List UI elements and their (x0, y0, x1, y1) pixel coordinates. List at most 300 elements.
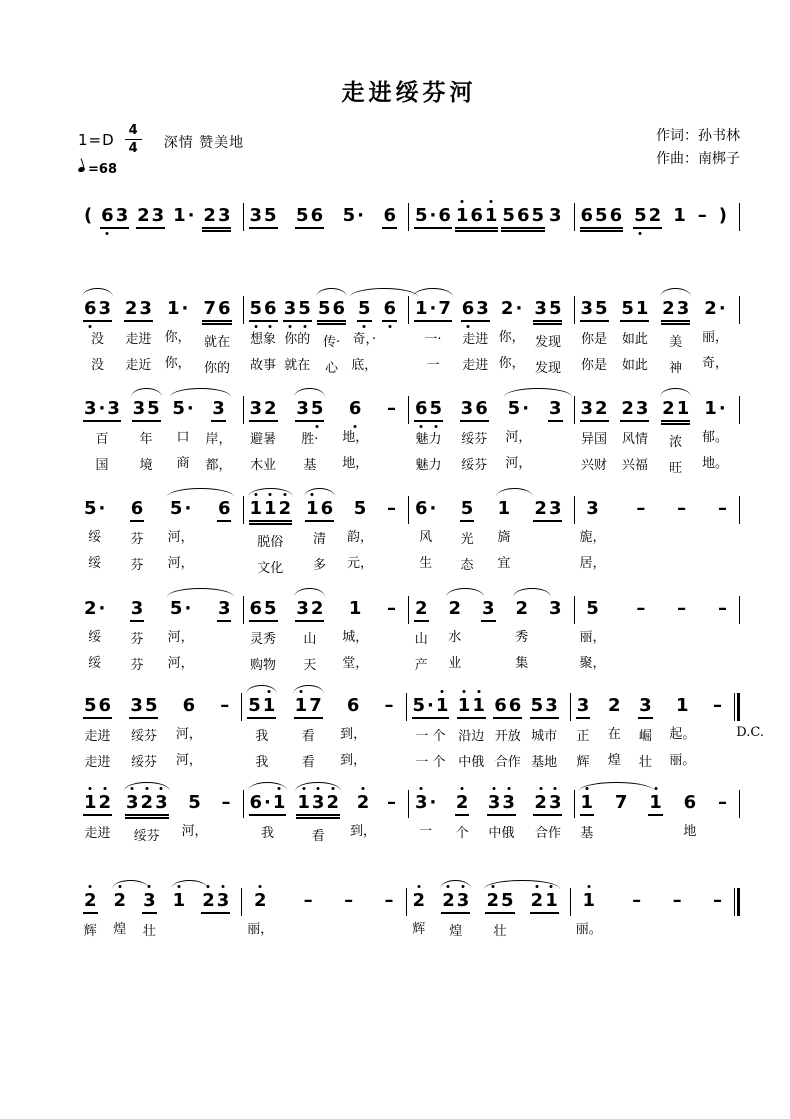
note-token (342, 396, 368, 474)
note-digit: 5 (429, 398, 444, 420)
lyric-line-2: 业 (448, 656, 462, 671)
note-digit: 3 (151, 205, 165, 226)
dash-extension: – (386, 792, 396, 813)
note-token (481, 596, 496, 674)
note-token (497, 496, 512, 574)
slur-arc (413, 288, 453, 297)
lyric-line-1: 壮 (493, 924, 507, 939)
note-digits (296, 790, 340, 819)
note-digits (697, 203, 708, 227)
note-token (342, 596, 368, 674)
note-digits (386, 596, 397, 620)
barline (739, 790, 740, 818)
note-digits (548, 596, 563, 620)
system-row (78, 874, 740, 940)
measure (575, 582, 740, 672)
note-digits (249, 496, 293, 525)
barline (739, 396, 740, 424)
note-digit: 5 (353, 498, 367, 519)
note-digit: 7 (203, 298, 216, 319)
lyric-line-2: 河， (167, 656, 194, 671)
octave-dot-high (535, 885, 538, 888)
lyric-line-2: 心 (325, 361, 339, 376)
note-digits (638, 693, 653, 719)
note-digit: 2 (515, 598, 528, 619)
note-token (505, 396, 531, 474)
note-token (530, 888, 559, 940)
note-digits (130, 496, 145, 522)
note-token (683, 790, 698, 842)
octave-dot-low (639, 232, 642, 235)
note-token (461, 296, 490, 377)
score-header (78, 123, 740, 179)
note-digits (247, 693, 276, 719)
note-digit: 6 (683, 792, 697, 813)
note-digits (113, 888, 128, 912)
lyric-line-1: 河， (181, 824, 208, 839)
note-digit: 3 (548, 792, 563, 814)
note-digit: 5 (460, 498, 474, 519)
lyricist-credit: 作词：孙书林 (656, 128, 740, 144)
note-digit: 5 (249, 298, 264, 320)
lyric-line-1: 灵秀 (250, 632, 277, 647)
note-digit: 6 (98, 695, 112, 716)
note-token (661, 396, 690, 477)
note-digit: 1 (249, 498, 264, 520)
note-digit: 1 (263, 498, 278, 520)
note-digits (353, 496, 368, 520)
barline (739, 203, 740, 231)
note-digit: 1 (648, 792, 663, 814)
note-token (382, 296, 397, 377)
lyric-line-1: 在 (607, 727, 621, 742)
note-token (217, 596, 232, 674)
lyric-line-1: 走进 (84, 729, 111, 744)
dot-augmentation: · (718, 298, 726, 319)
note-token (217, 496, 232, 574)
note-digit: 3 (548, 598, 562, 619)
note-token (533, 790, 562, 842)
note-token (501, 203, 545, 232)
measure (575, 776, 740, 842)
note-token (717, 496, 728, 572)
note-token (414, 596, 429, 674)
note-digits (620, 396, 649, 422)
measure (78, 482, 243, 574)
dot-augmentation: · (98, 598, 106, 619)
lyric-line-2: 走进 (84, 755, 111, 770)
note-digit: 3 (249, 205, 263, 226)
slur-arc (304, 488, 335, 497)
lyric-line-2: 辉 (576, 755, 590, 770)
lyric-line-1: 绥芬 (130, 729, 157, 744)
note-digit: 6 (217, 498, 231, 519)
final-barline-thin (734, 693, 735, 721)
note-token (350, 790, 376, 845)
note-digit: 3 (283, 298, 298, 320)
note-digit: 6 (609, 205, 623, 226)
note-token (580, 790, 595, 842)
octave-dot-high (461, 200, 464, 203)
note-token (580, 496, 606, 572)
note-token (676, 596, 687, 672)
lyric-line-1: 河， (167, 530, 194, 545)
note-digits (249, 396, 278, 422)
system-row (78, 189, 740, 232)
lyric-line-2: 兴福 (621, 458, 648, 473)
lyric-line-2: 发现 (534, 361, 561, 376)
note-digit: 3 (217, 205, 231, 226)
lyric-line-2: 基地 (531, 755, 558, 770)
lyric-line-1: 一 (419, 824, 433, 839)
octave-dot-high (317, 787, 320, 790)
note-digits (580, 203, 624, 232)
notation-systems (78, 189, 764, 940)
note-token (83, 203, 93, 232)
dash-extension: – (386, 498, 396, 519)
note-digits (455, 203, 499, 232)
note-digit: 1 (457, 695, 472, 717)
note-digit: 2 (704, 298, 717, 319)
note-digit: 6 (182, 695, 196, 716)
note-digits (718, 203, 728, 227)
key-signature: 1=D (78, 130, 115, 149)
measure (409, 382, 574, 474)
measure (244, 282, 409, 377)
lyric-line-1: 芬 (130, 532, 144, 547)
note-digits (683, 790, 698, 814)
note-token (414, 296, 452, 377)
lyric-line-1: 奇，· (352, 332, 377, 347)
note-digit: 6 (217, 298, 231, 319)
note-digit: 1 (455, 205, 470, 227)
note-digits (507, 396, 530, 420)
note-token (460, 396, 489, 474)
lyric-line-1: 风 (419, 530, 433, 545)
note-digit: 5 (633, 205, 648, 227)
lyric-line-1: 一· (424, 332, 442, 347)
lyric-line-1: 胜· (301, 432, 319, 447)
note-digit: 6 (383, 205, 396, 226)
lyric-line-2: 绥芬 (461, 458, 488, 473)
note-token (533, 296, 562, 377)
lyric-line-2: 就在 (284, 358, 311, 373)
octave-dot-high (461, 787, 464, 790)
note-digit: 2 (455, 792, 470, 814)
note-token (83, 790, 112, 845)
lyric-line-1: 脱俗 (257, 535, 284, 550)
lyric-line-1: 城， (342, 630, 369, 645)
note-digit: 2 (533, 792, 548, 814)
lyric-line-1: 如此 (621, 332, 648, 347)
note-digit: 5 (507, 398, 521, 419)
note-digits (712, 888, 723, 912)
song-title: 走进绥芬河 (341, 79, 477, 106)
measure (244, 482, 409, 577)
note-token (386, 596, 397, 674)
note-digit: 6 (320, 498, 334, 519)
lyric-line-2: 绥芬 (130, 755, 157, 770)
note-digit: 3 (580, 298, 594, 319)
note-digit: 1 (471, 695, 486, 717)
note-digit: 6 (100, 205, 115, 227)
note-digits (83, 396, 121, 422)
note-token (347, 496, 373, 577)
octave-dot-high (585, 787, 588, 790)
lyric-line-2: 文化 (257, 561, 284, 576)
note-digit: 3 (487, 792, 502, 814)
note-digits (648, 790, 663, 816)
lyric-line-2: 兴财 (581, 458, 608, 473)
note-digits (220, 790, 231, 814)
system-row (78, 282, 740, 377)
measure (571, 679, 734, 771)
note-digit: 3 (456, 890, 471, 912)
lyric-line-2: 集 (515, 656, 529, 671)
note-digit: 1 (173, 205, 186, 226)
lyric-line-2: 壮 (638, 755, 652, 770)
lyric-line-1: 郁。 (701, 430, 728, 445)
note-digit: 3 (139, 298, 152, 319)
lyric-line-2: 堂， (342, 656, 369, 671)
barline (739, 596, 740, 624)
note-digit: 5 (172, 398, 185, 419)
note-digit: 6 (414, 398, 429, 420)
octave-dot-high (447, 885, 450, 888)
octave-dot-high (145, 787, 148, 790)
note-token (296, 790, 340, 845)
note-digit: 2 (500, 298, 514, 319)
lyric-line-1: 到， (349, 824, 376, 839)
note-digits (481, 596, 496, 622)
note-digits (283, 296, 312, 322)
dot-augmentation: · (429, 498, 437, 519)
measure (78, 874, 241, 940)
note-token (202, 203, 231, 232)
note-digit: 1 (166, 298, 180, 319)
note-digit: ) (718, 205, 727, 226)
note-token (607, 693, 622, 771)
note-digits (346, 693, 361, 717)
note-digit: 1 (581, 890, 596, 912)
note-digit: 6 (470, 205, 483, 226)
note-digit: 3 (481, 598, 495, 619)
note-digit: 6 (516, 205, 530, 226)
octave-dot-high (477, 690, 480, 693)
octave-dot-high (299, 690, 302, 693)
measure (407, 874, 570, 940)
lyric-line-1: 丽， (579, 630, 606, 645)
lyric-line-2: 产 (414, 658, 428, 673)
note-digit: 2 (534, 498, 547, 519)
octave-dot-low (303, 325, 306, 328)
note-digits (631, 888, 642, 912)
note-digit: 5 (264, 205, 277, 226)
lyric-line-1: 传· (322, 335, 341, 350)
final-barline-thin (734, 888, 735, 916)
note-digit: 3 (130, 598, 144, 619)
note-digits (357, 296, 372, 322)
note-token (171, 396, 194, 474)
note-digit: 3 (676, 298, 690, 319)
note-digit: 6 (249, 598, 263, 619)
slur-arc (246, 685, 277, 694)
note-digit: 1 (497, 498, 511, 519)
note-digits (83, 693, 112, 719)
dash-extension: – (220, 695, 230, 716)
note-digit: 5 (595, 298, 608, 319)
lyric-line-1: 辉 (83, 924, 97, 939)
note-digit: 5 (595, 205, 608, 226)
note-digit: 2 (124, 298, 138, 319)
note-digits (202, 296, 231, 325)
note-digit: 5 (318, 298, 331, 319)
note-digits (457, 693, 486, 719)
note-digits (386, 496, 397, 520)
note-digits (548, 396, 563, 422)
note-digit: 2 (648, 205, 662, 226)
note-digit: 3 (212, 398, 225, 419)
lyric-line-1: 你， (164, 330, 191, 345)
note-token (100, 203, 129, 232)
note-digits (83, 790, 112, 816)
note-digits (635, 496, 646, 520)
note-digits (530, 693, 559, 719)
dash-extension: – (672, 890, 682, 911)
note-token (702, 396, 728, 477)
lyric-line-1: 你是 (581, 332, 608, 347)
note-digit: 3 (107, 398, 120, 419)
note-digit: 6 (580, 205, 594, 226)
note-digits (585, 596, 600, 620)
lyric-line-1: 清 (313, 532, 327, 547)
note-token (249, 296, 278, 377)
lyric-line-1: 丽。 (575, 922, 602, 937)
note-digits (461, 296, 490, 322)
dash-extension: – (386, 598, 396, 619)
note-digits (576, 693, 591, 719)
octave-dot-low (289, 325, 292, 328)
note-token (672, 888, 683, 938)
note-digits (548, 203, 563, 227)
note-digit: 1 (262, 695, 277, 717)
lyric-line-1: 丽， (701, 330, 728, 345)
note-token (414, 496, 437, 574)
note-digit: 3 (98, 298, 112, 319)
note-digits (447, 596, 462, 620)
note-digit: 3 (296, 598, 309, 619)
lyric-line-2: 生 (419, 556, 433, 571)
dot-augmentation: · (187, 205, 195, 226)
note-digit: 6 (346, 695, 360, 716)
measure (575, 282, 740, 377)
measure (78, 189, 243, 232)
dot-augmentation: · (181, 298, 189, 319)
note-token (661, 296, 690, 377)
lyric-line-1: 开放 (494, 729, 521, 744)
note-digits (635, 596, 646, 620)
note-token (548, 596, 563, 674)
note-token (247, 888, 273, 938)
measure (409, 582, 574, 674)
note-digit: 2 (84, 598, 97, 619)
octave-dot-low (420, 425, 423, 428)
dot-augmentation: · (184, 598, 192, 619)
lyric-line-1: 年 (139, 432, 153, 447)
note-digits (614, 790, 629, 814)
lyric-line-2: 你是 (581, 358, 608, 373)
slur-arc (131, 388, 162, 397)
lyric-line-1: 韵， (347, 530, 374, 545)
barline (739, 496, 740, 524)
octave-dot-low (89, 325, 92, 328)
lyric-line-1: 绥芬 (133, 829, 160, 844)
note-digit: 2 (530, 890, 545, 912)
lyric-line-2: 基 (303, 458, 317, 473)
final-barline-thick (737, 693, 740, 721)
note-digits (383, 888, 394, 912)
note-digit: 1 (704, 398, 717, 419)
octave-dot-high (361, 787, 364, 790)
octave-dot-high (462, 885, 465, 888)
note-digits (295, 203, 324, 229)
octave-dot-high (420, 787, 423, 790)
octave-dot-high (254, 493, 257, 496)
note-digits (83, 496, 106, 520)
note-digits (169, 596, 192, 620)
note-token (633, 203, 662, 232)
note-digits (441, 888, 470, 914)
note-digit: 6 (461, 298, 476, 320)
lyric-line-1: 魅力 (415, 432, 442, 447)
note-token (351, 296, 377, 377)
note-digits (412, 888, 427, 912)
lyric-line-1: 河， (505, 430, 532, 445)
note-token (317, 296, 346, 377)
note-digit: 5 (169, 498, 183, 519)
measure (78, 776, 243, 845)
lyric-line-2: 芬 (130, 558, 144, 573)
tempo-marking (78, 162, 244, 177)
lyric-line-1: 基 (580, 826, 594, 841)
note-digits (414, 203, 452, 229)
lyric-line-1: 口 (176, 430, 190, 445)
note-digits (533, 496, 562, 522)
note-token (168, 496, 194, 574)
time-signature (125, 123, 142, 156)
octave-dot-high (118, 885, 121, 888)
note-digits (414, 396, 443, 422)
note-digit: 6 (494, 695, 507, 716)
note-digit: 5 (264, 598, 277, 619)
note-token (247, 693, 276, 771)
note-digit: 1 (415, 298, 428, 319)
lyric-line-1: 秀 (515, 630, 529, 645)
lyric-line-2: 境 (139, 458, 153, 473)
measure (244, 582, 409, 674)
octave-dot-low (106, 232, 109, 235)
slur-arc (316, 288, 347, 297)
dash-extension: – (718, 498, 727, 519)
note-token (485, 888, 514, 940)
note-digits (676, 496, 687, 520)
lyric-line-1: 异国 (581, 432, 608, 447)
note-digits (493, 693, 522, 719)
note-token (83, 396, 121, 474)
lyric-line-1: 我 (255, 729, 269, 744)
octave-dot-high (278, 787, 281, 790)
octave-dot-high (311, 493, 314, 496)
